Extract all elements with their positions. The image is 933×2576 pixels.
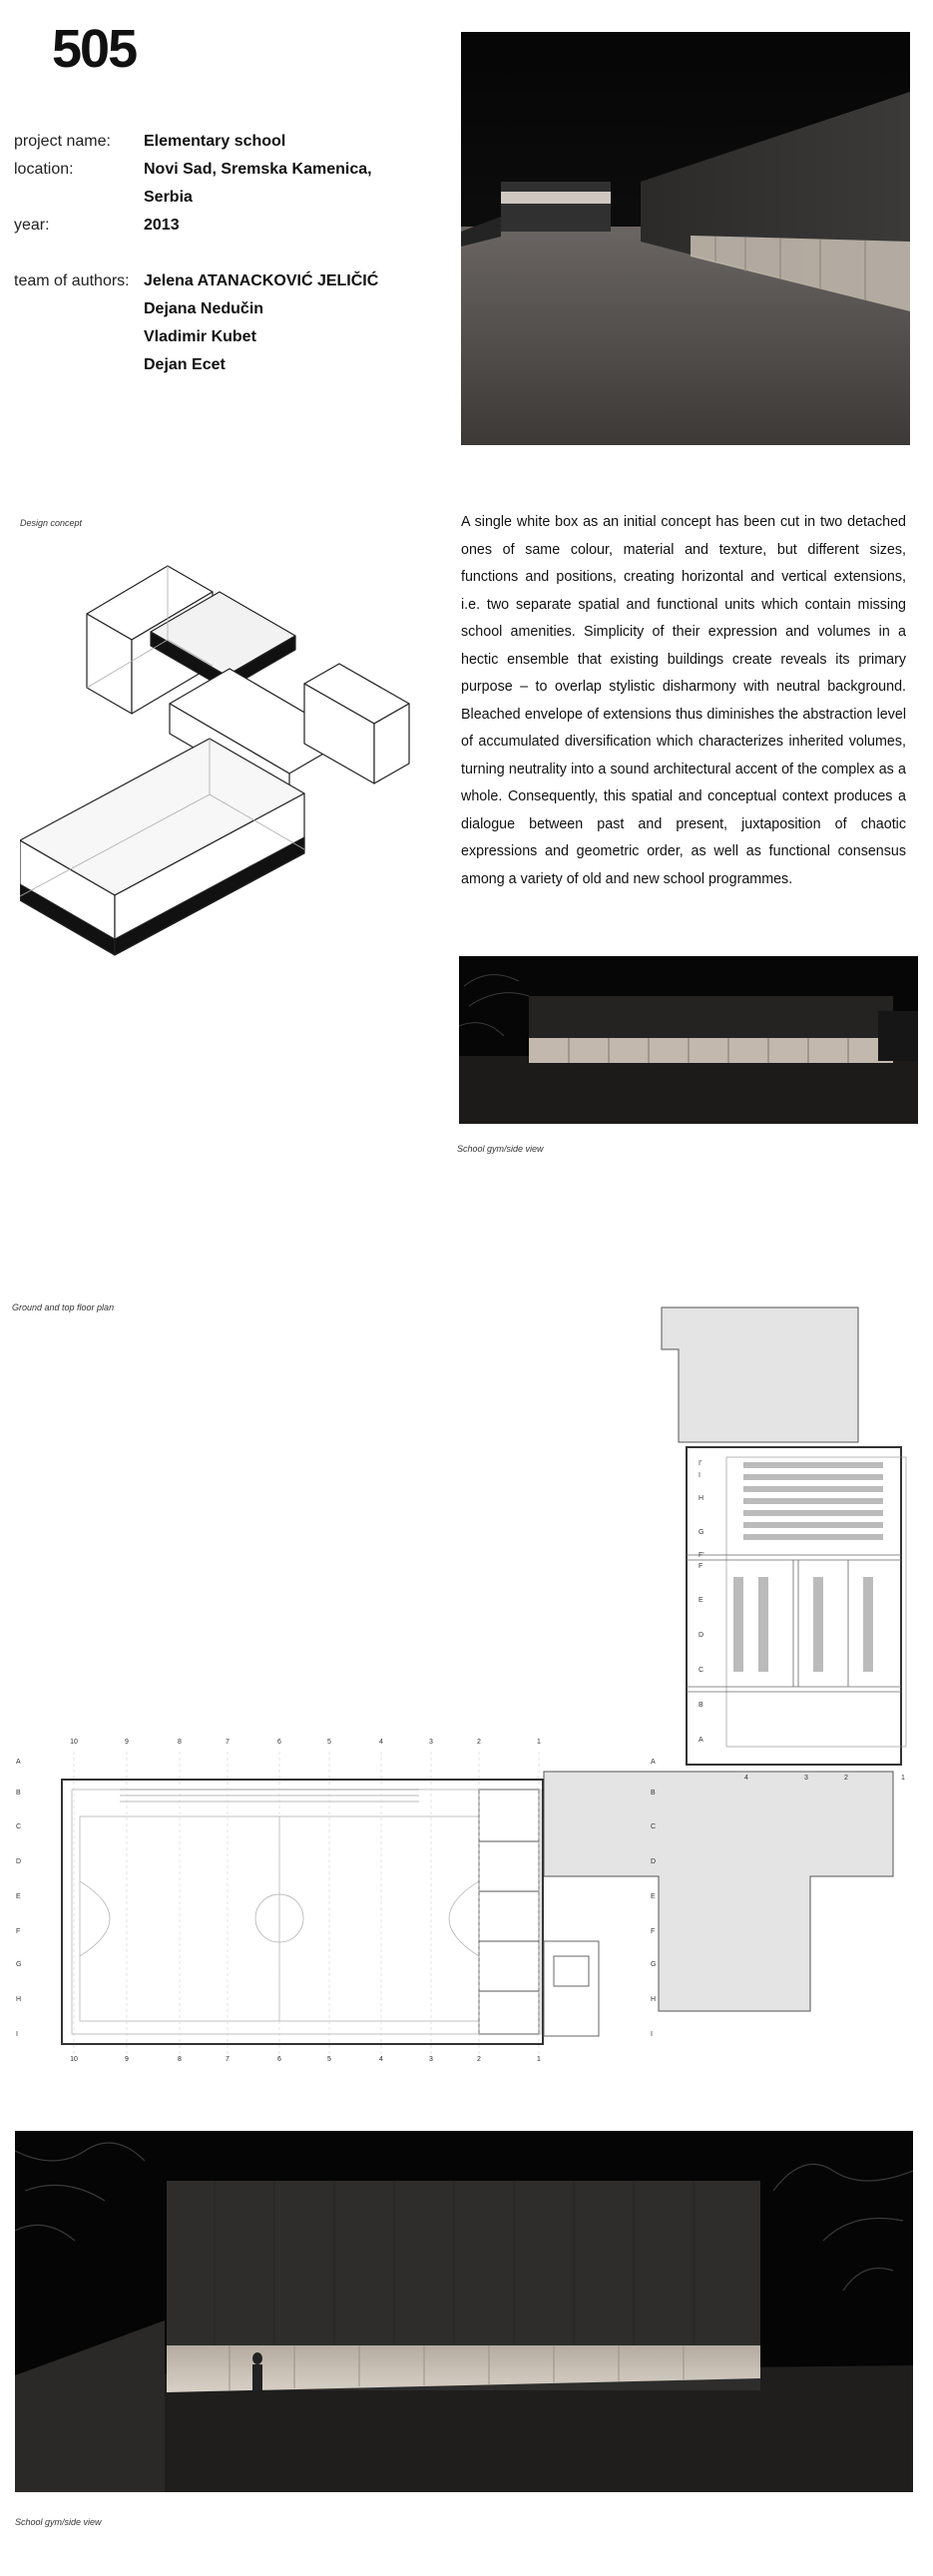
location-value-line1: Novi Sad, Sremska Kamenica, [144,161,372,178]
plan-row-label: F [651,1928,656,1935]
gym-side-view-caption-1: School gym/side view [457,1144,544,1154]
project-name-value: Elementary school [144,133,286,150]
plan-col-label: 9 [125,1739,129,1746]
plan-col-label: 6 [277,1739,281,1746]
year-value: 2013 [144,217,180,234]
plan-row-label: C [699,1667,704,1674]
plan-row-label: I [651,2031,653,2038]
plan-row-label: B [699,1702,703,1709]
gym-side-view-photo-2 [15,2131,913,2492]
plan-row-label: H [16,1996,22,2003]
author-name: Dejan Ecet [144,356,226,373]
plan-col-label: 1 [537,1739,541,1746]
gym-side-view-caption-2: School gym/side view [15,2517,102,2527]
plan-row-label: D [651,1858,657,1865]
plan-row-label: H [651,1996,657,2003]
plan-col-label: 4 [744,1775,748,1782]
plan-row-label: G [699,1529,704,1536]
plan-row-label: C [16,1823,22,1830]
plan-col-label: 7 [226,1739,230,1746]
project-number: 505 [52,19,137,79]
plan-col-label: 4 [379,2056,383,2063]
plan-row-label: A [16,1759,21,1766]
plan-col-label: 4 [379,1739,383,1746]
project-name-label: project name: [14,133,111,150]
plan-col-label: 10 [70,2056,78,2063]
design-concept-caption: Design concept [20,518,83,528]
author-name: Jelena ATANACKOVIĆ JELIČIĆ [144,272,379,289]
plan-row-label: E [699,1597,703,1604]
plan-row-label: H [699,1495,704,1502]
author-name: Vladimir Kubet [144,328,256,345]
plan-row-label: E [651,1893,656,1900]
plan-row-label: A [651,1759,656,1766]
project-info [0,128,459,387]
design-concept-axonometric [20,554,439,963]
plan-row-label: G [16,1961,22,1968]
render-courtyard-photo [461,32,910,445]
plan-col-label: 2 [477,1739,481,1746]
plan-row-label: D [16,1858,22,1865]
plan-row-label: G [651,1961,657,1968]
plan-col-label: 2 [844,1775,848,1782]
plan-col-label: 3 [429,2056,433,2063]
plan-col-label: 2 [477,2056,481,2063]
plan-col-label: 3 [429,1739,433,1746]
gym-side-view-photo-1 [459,956,918,1124]
plan-row-label: B [16,1790,21,1797]
plan-col-label: 5 [327,2056,331,2063]
plan-col-label: 7 [226,2056,230,2063]
plan-row-label: B [651,1790,656,1797]
plan-row-label: F' [699,1552,704,1559]
floor-plan-drawing [0,1302,933,2071]
plan-col-label: 8 [178,2056,182,2063]
plan-col-label: 3 [804,1775,808,1782]
plan-row-label: I' [699,1460,702,1467]
authors-label: team of authors: [14,272,130,289]
plan-row-label: D [699,1632,704,1639]
location-value-line2: Serbia [144,189,193,206]
plan-col-label: 1 [537,2056,541,2063]
location-label: location: [14,161,74,178]
floor-plan-caption: Ground and top floor plan [12,1302,115,1312]
plan-col-label: 8 [178,1739,182,1746]
plan-row-label: A [699,1737,703,1744]
plan-col-label: 5 [327,1739,331,1746]
plan-col-label: 9 [125,2056,129,2063]
plan-col-label: 10 [70,1739,78,1746]
plan-row-label: F [699,1563,703,1570]
plan-row-label: I [699,1472,700,1479]
year-label: year: [14,217,50,234]
author-name: Dejana Nedučin [144,300,264,317]
project-description: A single white box as an initial concept has been cut in two detached ones of same colour, material and texture, but different sizes, functions and positions, creating horizontal and vertical extensions, i.e. two separate spatial and functional units which contain missing school amenities. Simplicity of their expression and volumes in a hectic ensemble that existing buildings create reveals its primary purpose – to overlap stylistic disharmony with neutral background. Bleached envelope of extensions thus diminishes the abstraction level of accumulated diversification which characterizes inherited volumes, turning neutrality into a sound architectural accent of the complex as a whole. Consequently, this spatial and conceptual context produces a dialogue between past and present, juxtaposition of chaotic expressions and geometric order, as well as functional consensus among a variety of old and new school programmes. [461,514,906,887]
plan-row-label: E [16,1893,21,1900]
plan-row-label: C [651,1823,657,1830]
plan-row-label: I [16,2031,18,2038]
plan-col-label: 6 [277,2056,281,2063]
plan-col-label: 1 [901,1775,905,1782]
plan-row-label: F [16,1928,21,1935]
